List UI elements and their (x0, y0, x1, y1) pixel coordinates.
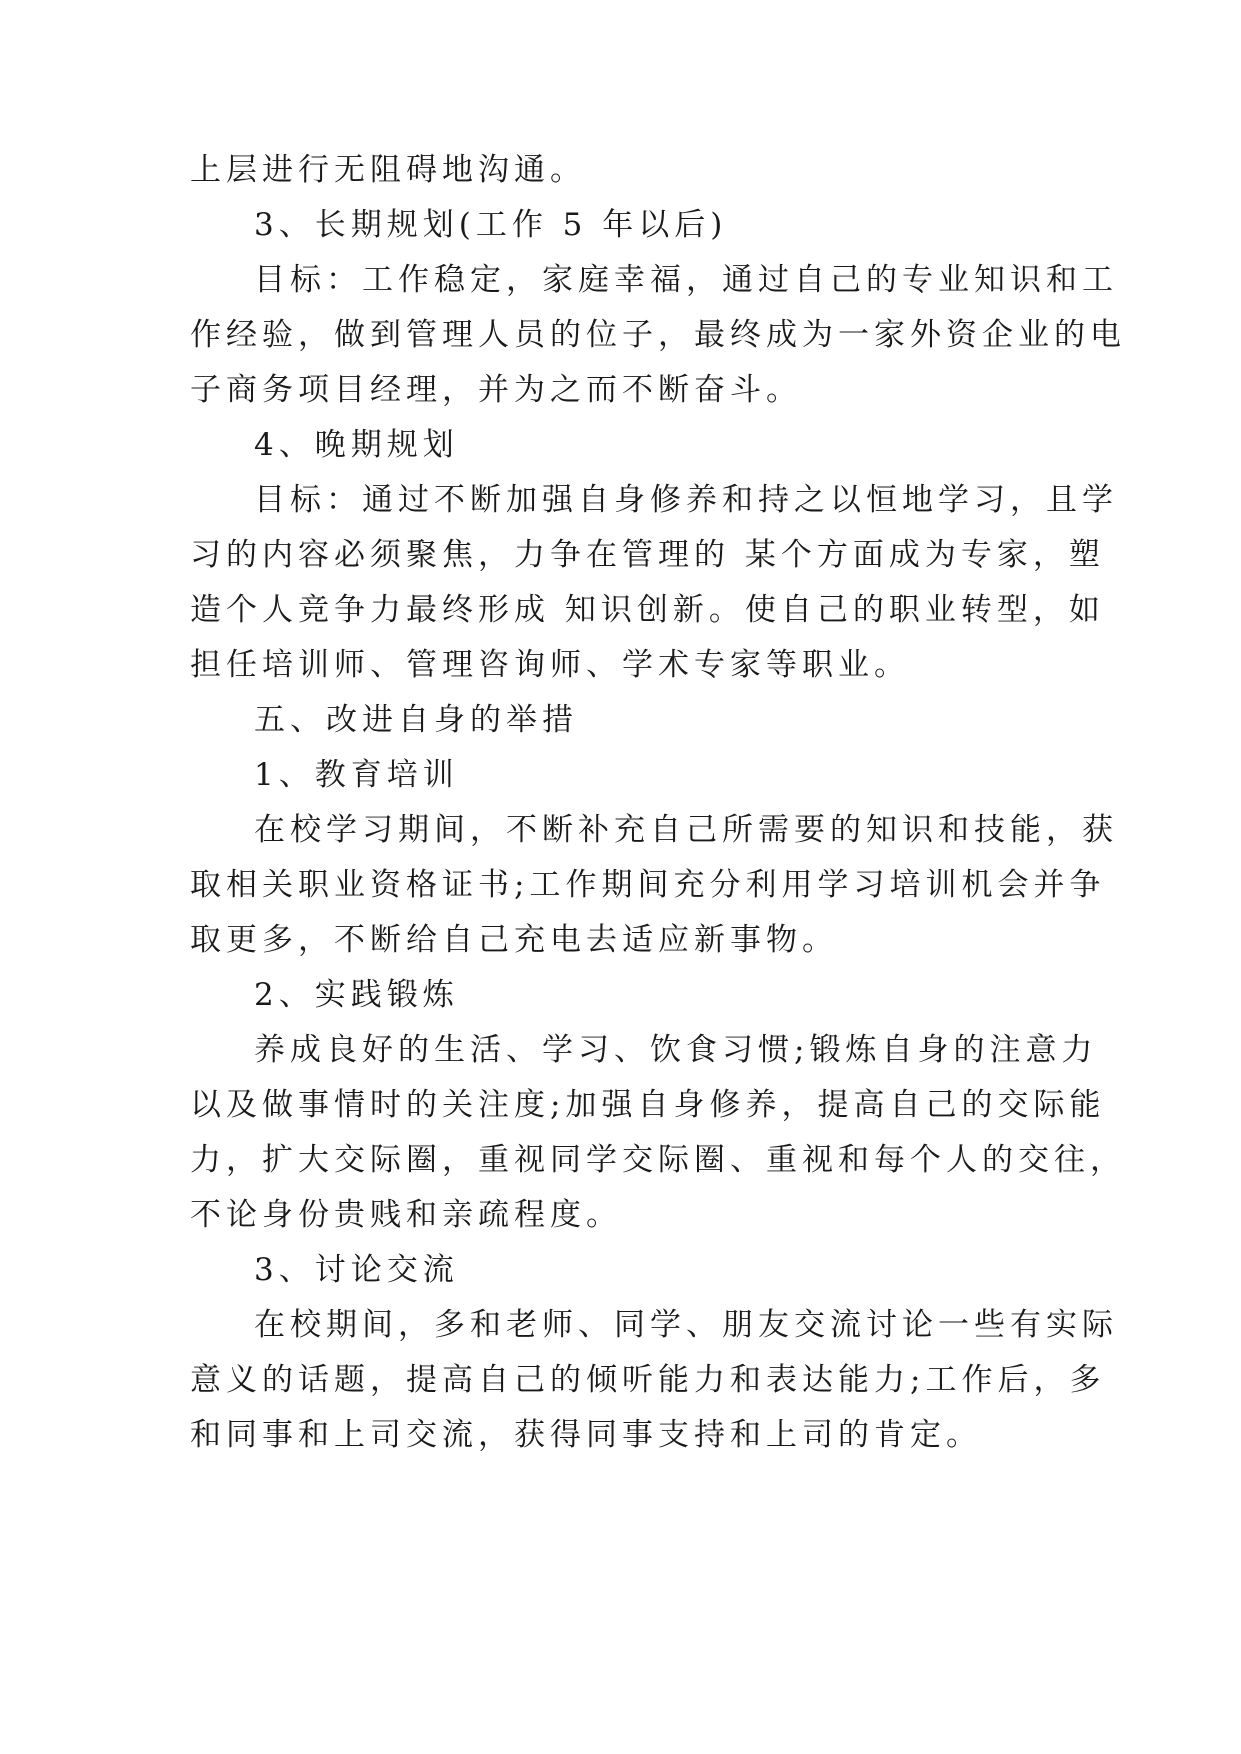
text-line: 养成良好的生活、学习、饮食习惯;锻炼自身的注意力 (254, 1032, 1098, 1068)
section-heading: 3、长期规划(工作 5 年以后) (254, 207, 728, 243)
text-line: 力，扩大交际圈，重视同学交际圈、重视和每个人的交往， (190, 1142, 1126, 1178)
text-line: 取更多，不断给自己充电去适应新事物。 (190, 922, 838, 958)
section-heading: 4、晚期规划 (254, 427, 459, 463)
text-line: 作经验，做到管理人员的位子，最终成为一家外资企业的电 (190, 317, 1126, 353)
text-line: 在校学习期间，不断补充自己所需要的知识和技能，获 (254, 812, 1118, 848)
text-line: 习的内容必须聚焦，力争在管理的 某个方面成为专家，塑 (190, 537, 1105, 573)
section-heading: 2、实践锻炼 (254, 977, 459, 1013)
text-line: 意义的话题，提高自己的倾听能力和表达能力;工作后，多 (190, 1362, 1106, 1398)
text-line: 取相关职业资格证书;工作期间充分利用学习培训机会并争 (190, 867, 1106, 903)
text-line: 以及做事情时的关注度;加强自身修养，提高自己的交际能 (190, 1087, 1106, 1123)
section-heading: 3、讨论交流 (254, 1252, 459, 1288)
text-line: 造个人竞争力最终形成 知识创新。使自己的职业转型，如 (190, 592, 1105, 628)
text-line: 和同事和上司交流，获得同事支持和上司的肯定。 (190, 1417, 982, 1453)
text-line: 不论身份贵贱和亲疏程度。 (190, 1197, 622, 1233)
text-line: 子商务项目经理，并为之而不断奋斗。 (190, 372, 802, 408)
section-heading: 五、改进自身的举措 (254, 702, 578, 738)
section-heading: 1、教育培训 (254, 757, 459, 793)
text-line: 担任培训师、管理咨询师、学术专家等职业。 (190, 647, 910, 683)
text-line: 目标：工作稳定，家庭幸福，通过自己的专业知识和工 (254, 262, 1118, 298)
text-line: 在校期间，多和老师、同学、朋友交流讨论一些有实际 (254, 1307, 1118, 1343)
text-line: 上层进行无阻碍地沟通。 (190, 152, 586, 188)
text-line: 目标：通过不断加强自身修养和持之以恒地学习，且学 (254, 482, 1118, 518)
